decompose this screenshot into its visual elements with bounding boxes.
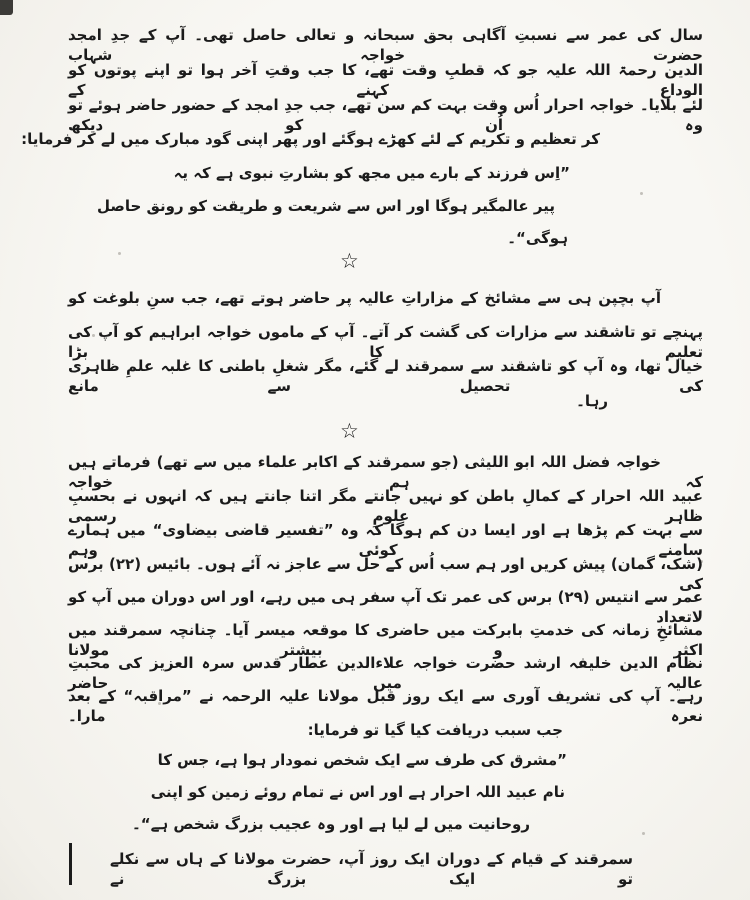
paragraph3-last-line: جب سبب دریافت کیا گیا تو فرمایا: xyxy=(307,721,563,739)
paragraph3-line: عبید اللہ احرار کے کمالِ باطن کو نہیں جانتے مگر اتنا جانتے ہیں کہ انہوں نے بحسبِ ظاہر علومِ رسمی xyxy=(68,487,703,525)
paragraph3-line: مشائخِ زمانہ کی خدمتِ بابرکت میں حاضری کا موقعہ میسر آیا۔ چنانچہ سمرقند میں اکثر و بیشتر مولانا xyxy=(68,621,703,659)
scan-speck xyxy=(640,192,643,195)
paragraph1-last-line: کر تعظیم و تکریم کے لئے کھڑے ہوگئے اور پھر اپنی گود مبارک میں لے کر فرمایا: xyxy=(21,130,600,148)
paragraph3-line: نظام الدین خلیفہ ارشد حضرت خواجہ علاءالدین عطار قدس سرہ العزیز کی محبتِ عالیہ میں حاضر xyxy=(68,654,703,692)
star-divider-icon: ☆ xyxy=(340,249,359,273)
paragraph2-line: آپ بچپن ہی سے مشائخ کے مزاراتِ عالیہ پر حاضر ہوتے تھے، جب سنِ بلوغت کو xyxy=(68,289,661,307)
closing-line: سمرقند کے قیام کے دوران ایک روز آپ، حضرت مولانا کے ہاں سے نکلے تو ایک بزرگ نے xyxy=(110,850,633,888)
paragraph3-line: عمر سے انتیس (۲۹) برس کی عمر تک آپ سفر ہی میں رہے، اور اس دوران میں آپ کو لاتعداد xyxy=(68,588,704,626)
quote1-line: پیر عالمگیر ہوگا اور اس سے شریعت و طریقت کو رونق حاصل xyxy=(96,197,555,215)
paragraph1-line: الدین رحمۃ اللہ علیہ جو کہ قطبِ وقت تھے، کا جب وقتِ آخر ہوا تو اپنے پوتوں کو الوداع کہنے کے xyxy=(68,61,703,99)
quote1-line: ”اِس فرزند کے بارے میں مجھ کو بشارتِ نبوی ہے کہ یہ xyxy=(173,164,570,182)
scan-corner-smudge xyxy=(0,0,13,15)
paragraph3-line: سے بہت کم پڑھا ہے اور ایسا دن کم ہوگا کہ وہ ”تفسیر قاضی بیضاوی“ میں ہمارے سامنے کوئی وہم xyxy=(68,521,703,559)
paragraph2-line: خیال تھا، وہ آپ کو تاشقند سے سمرقند لے گئے، مگر شغلِ باطنی کا غلبہ علمِ ظاہری کی تحصیل سے مانع xyxy=(68,357,703,395)
paragraph2-line: پہنچے تو تاشقند سے مزارات کی گشت کر آتے۔ آپ کے ماموں خواجہ ابراہیم کو آپ کی تعلیم کا بڑا xyxy=(68,323,703,361)
paragraph1-line: سال کی عمر سے نسبتِ آگاہی بحق سبحانہ و تعالی حاصل تھی۔ آپ کے جدِ امجد حضرت خواجہ شہاب xyxy=(68,26,703,64)
paragraph1-line: لئے بلایا۔ خواجہ احرار اُس وقت بہت کم سن تھے، جب جدِ امجد کے حضور حاضر ہوئے تو وہ اُن کو دیکھ xyxy=(68,96,703,134)
scan-speck xyxy=(118,252,121,255)
paragraph3-line: رہے۔ آپ کی تشریف آوری سے ایک روز قبل مولانا علیہ الرحمہ نے ”مراقبہ“ کے بعد نعرہ مارا۔ xyxy=(68,687,703,725)
paragraph3-line: (شک، گمان) پیش کریں اور ہم سب اُس کے حل سے عاجز نہ آئے ہوں۔ بائیس (۲۲) برس کی xyxy=(68,555,703,593)
quote2-line: روحانیت میں لے لیا ہے اور وہ عجیب بزرگ شخص ہے“۔ xyxy=(131,815,530,833)
star-divider-icon: ☆ xyxy=(340,419,359,443)
scan-margin-tick xyxy=(69,843,72,885)
paragraph2-last-line: رہا۔ xyxy=(576,392,608,410)
scan-speck xyxy=(642,832,645,835)
quote2-line: ”مشرق کی طرف سے ایک شخص نمودار ہوا ہے، جس کا xyxy=(157,751,567,769)
paragraph3-line: خواجہ فضل اللہ ابو اللیثی (جو سمرقند کے اکابر علماء میں سے تھے) فرماتے ہیں کہ ہم خواجہ xyxy=(68,453,703,491)
quote1-line: ہوگی“۔ xyxy=(507,229,568,247)
quote2-line: نام عبید اللہ احرار ہے اور اس نے تمام روئے زمین کو اپنی xyxy=(150,783,565,801)
